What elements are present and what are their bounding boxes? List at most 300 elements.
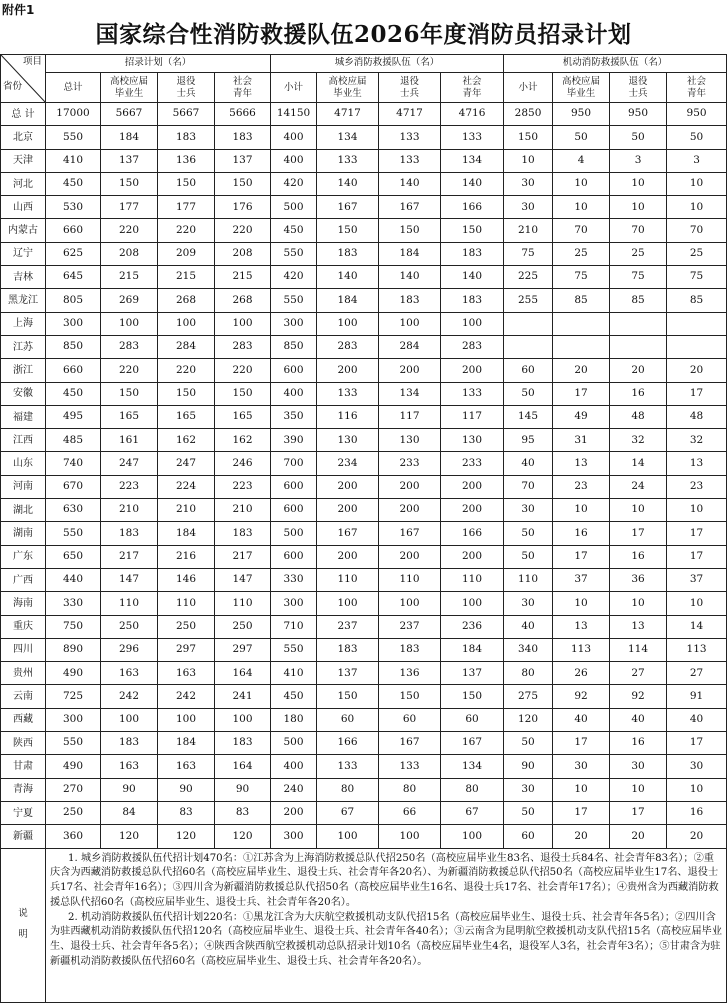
value-cell: 145 [504, 405, 553, 428]
value-cell: 20 [610, 825, 667, 848]
value-cell: 100 [441, 592, 504, 615]
value-cell: 645 [46, 266, 101, 289]
value-cell: 183 [101, 732, 158, 755]
page-title: 国家综合性消防救援队伍2026年度消防员招录计划 [95, 21, 632, 48]
value-cell: 296 [101, 638, 158, 661]
table-row [1, 732, 727, 755]
value-cell: 485 [46, 429, 101, 452]
value-cell: 114 [610, 638, 667, 661]
value-cell: 117 [441, 405, 504, 428]
value-cell: 183 [215, 522, 271, 545]
value-cell: 140 [441, 172, 504, 195]
province-cell: 广东 [1, 545, 46, 568]
value-cell: 420 [271, 172, 317, 195]
value-cell: 300 [46, 708, 101, 731]
value-cell: 490 [46, 662, 101, 685]
value-cell: 30 [504, 778, 553, 801]
value-cell: 150 [379, 685, 441, 708]
value-cell: 270 [46, 778, 101, 801]
value-cell: 300 [271, 592, 317, 615]
table-row [1, 755, 727, 778]
value-cell: 183 [317, 242, 379, 265]
value-cell: 284 [379, 335, 441, 358]
table-row [1, 242, 727, 265]
value-cell: 3 [667, 149, 727, 172]
value-cell: 134 [317, 126, 379, 149]
value-cell: 400 [271, 126, 317, 149]
value-cell: 500 [271, 732, 317, 755]
value-cell: 300 [271, 825, 317, 848]
value-cell: 91 [667, 685, 727, 708]
value-cell: 284 [158, 335, 215, 358]
value-cell: 660 [46, 219, 101, 242]
value-cell: 200 [441, 359, 504, 382]
table-row [1, 499, 727, 522]
value-cell [504, 335, 553, 358]
header-group-urban-rural: 城乡消防救援队伍（名） [271, 55, 504, 73]
value-cell: 164 [215, 662, 271, 685]
table-row [1, 266, 727, 289]
value-cell: 30 [504, 196, 553, 219]
value-cell: 223 [215, 475, 271, 498]
value-cell: 220 [215, 359, 271, 382]
value-cell: 550 [46, 126, 101, 149]
value-cell: 23 [553, 475, 610, 498]
value-cell: 147 [101, 568, 158, 591]
value-cell: 550 [46, 732, 101, 755]
value-cell: 220 [215, 219, 271, 242]
value-cell: 10 [553, 499, 610, 522]
province-cell: 山东 [1, 452, 46, 475]
value-cell: 165 [215, 405, 271, 428]
value-cell: 600 [271, 359, 317, 382]
value-cell: 50 [504, 522, 553, 545]
value-cell: 150 [101, 172, 158, 195]
value-cell: 450 [46, 382, 101, 405]
value-cell: 200 [317, 475, 379, 498]
value-cell: 10 [667, 592, 727, 615]
value-cell: 90 [101, 778, 158, 801]
value-cell: 110 [158, 592, 215, 615]
value-cell: 177 [158, 196, 215, 219]
value-cell: 85 [667, 289, 727, 312]
value-cell: 14 [667, 615, 727, 638]
value-cell: 210 [504, 219, 553, 242]
table-row [1, 452, 727, 475]
value-cell: 31 [553, 429, 610, 452]
value-cell: 25 [667, 242, 727, 265]
value-cell: 30 [667, 755, 727, 778]
value-cell: 165 [158, 405, 215, 428]
value-cell: 237 [379, 615, 441, 638]
value-cell: 10 [610, 778, 667, 801]
value-cell: 17 [553, 545, 610, 568]
value-cell: 180 [271, 708, 317, 731]
value-cell: 50 [504, 732, 553, 755]
value-cell: 16 [610, 545, 667, 568]
value-cell: 100 [101, 708, 158, 731]
value-cell: 133 [441, 126, 504, 149]
value-cell: 164 [215, 755, 271, 778]
value-cell [610, 335, 667, 358]
value-cell: 110 [441, 568, 504, 591]
province-cell: 贵州 [1, 662, 46, 685]
value-cell: 133 [379, 755, 441, 778]
value-cell: 150 [158, 382, 215, 405]
value-cell: 650 [46, 545, 101, 568]
province-cell: 山西 [1, 196, 46, 219]
value-cell: 500 [271, 196, 317, 219]
province-cell: 四川 [1, 638, 46, 661]
value-cell: 330 [271, 568, 317, 591]
value-cell: 17 [667, 545, 727, 568]
province-cell: 上海 [1, 312, 46, 335]
value-cell: 26 [553, 662, 610, 685]
value-cell: 183 [441, 242, 504, 265]
value-cell: 246 [215, 452, 271, 475]
value-cell: 268 [215, 289, 271, 312]
table-row [1, 405, 727, 428]
value-cell: 10 [504, 149, 553, 172]
value-cell: 625 [46, 242, 101, 265]
value-cell: 70 [610, 219, 667, 242]
value-cell: 150 [379, 219, 441, 242]
value-cell: 330 [46, 592, 101, 615]
value-cell: 100 [441, 825, 504, 848]
value-cell: 4717 [379, 103, 441, 126]
table-row [1, 662, 727, 685]
value-cell: 176 [215, 196, 271, 219]
value-cell: 16 [667, 801, 727, 824]
value-cell: 50 [667, 126, 727, 149]
value-cell: 25 [553, 242, 610, 265]
table-row [1, 475, 727, 498]
province-cell: 河北 [1, 172, 46, 195]
value-cell: 70 [553, 219, 610, 242]
value-cell: 16 [553, 522, 610, 545]
value-cell: 165 [101, 405, 158, 428]
value-cell: 200 [317, 359, 379, 382]
value-cell: 167 [317, 522, 379, 545]
value-cell: 247 [101, 452, 158, 475]
value-cell: 100 [317, 825, 379, 848]
value-cell: 10 [610, 592, 667, 615]
value-cell: 32 [667, 429, 727, 452]
value-cell: 950 [610, 103, 667, 126]
value-cell: 27 [667, 662, 727, 685]
value-cell: 805 [46, 289, 101, 312]
value-cell: 500 [271, 522, 317, 545]
value-cell: 16 [610, 732, 667, 755]
value-cell: 4716 [441, 103, 504, 126]
value-cell: 200 [379, 359, 441, 382]
value-cell: 440 [46, 568, 101, 591]
attachment-label: 附件1 [2, 3, 35, 17]
value-cell: 200 [317, 545, 379, 568]
header-group-mobile: 机动消防救援队伍（名） [504, 55, 727, 73]
value-cell: 162 [158, 429, 215, 452]
value-cell: 130 [379, 429, 441, 452]
table-row [1, 615, 727, 638]
notes-row [1, 848, 727, 1002]
value-cell: 250 [101, 615, 158, 638]
value-cell: 167 [441, 732, 504, 755]
province-cell: 西藏 [1, 708, 46, 731]
value-cell: 183 [101, 522, 158, 545]
value-cell: 10 [667, 172, 727, 195]
province-cell: 福建 [1, 405, 46, 428]
value-cell: 850 [271, 335, 317, 358]
value-cell: 950 [667, 103, 727, 126]
value-cell: 3 [610, 149, 667, 172]
value-cell: 130 [441, 429, 504, 452]
value-cell: 400 [271, 382, 317, 405]
value-cell: 92 [553, 685, 610, 708]
value-cell: 162 [215, 429, 271, 452]
value-cell: 224 [158, 475, 215, 498]
value-cell: 890 [46, 638, 101, 661]
value-cell: 210 [215, 499, 271, 522]
value-cell: 110 [317, 568, 379, 591]
value-cell: 10 [553, 592, 610, 615]
value-cell: 95 [504, 429, 553, 452]
value-cell: 17 [667, 522, 727, 545]
value-cell: 100 [215, 708, 271, 731]
header-plan-veterans: 退役 士兵 [158, 73, 215, 103]
value-cell: 283 [101, 335, 158, 358]
value-cell: 220 [101, 219, 158, 242]
header-urban-graduates: 高校应届 毕业生 [317, 73, 379, 103]
header-row-groups [1, 55, 727, 73]
value-cell: 166 [441, 522, 504, 545]
value-cell: 225 [504, 266, 553, 289]
value-cell: 350 [271, 405, 317, 428]
province-cell: 海南 [1, 592, 46, 615]
value-cell: 630 [46, 499, 101, 522]
province-cell: 浙江 [1, 359, 46, 382]
value-cell: 167 [379, 196, 441, 219]
value-cell: 50 [504, 801, 553, 824]
value-cell: 48 [667, 405, 727, 428]
value-cell: 136 [379, 662, 441, 685]
value-cell: 60 [504, 359, 553, 382]
value-cell: 20 [610, 359, 667, 382]
header-group-plan: 招录计划（名） [46, 55, 271, 73]
value-cell: 14 [610, 452, 667, 475]
value-cell: 147 [215, 568, 271, 591]
value-cell: 184 [317, 289, 379, 312]
value-cell: 75 [553, 266, 610, 289]
value-cell: 140 [441, 266, 504, 289]
value-cell: 100 [158, 312, 215, 335]
value-cell: 241 [215, 685, 271, 708]
value-cell: 133 [441, 382, 504, 405]
value-cell: 217 [215, 545, 271, 568]
value-cell: 184 [441, 638, 504, 661]
value-cell: 92 [610, 685, 667, 708]
header-row-subcolumns [1, 73, 727, 103]
table-row [1, 149, 727, 172]
value-cell: 495 [46, 405, 101, 428]
province-cell: 江苏 [1, 335, 46, 358]
value-cell: 133 [317, 755, 379, 778]
value-cell: 116 [317, 405, 379, 428]
note-mobile: 2. 机动消防救援队伍代招计划220名：①黑龙江含为大庆航空救援机动支队代招15名（高校应届毕业生、退役士兵、社会青年各5名）；②四川含为驻西藏机动消防救援队伍代招120名（高校应届毕业生、退役士兵、社会青年各40名）；③云南含为昆明航空救援机动支队代招15名（高校应届毕业生、退役士兵、社会青年各5名）；④陕西含陕西航空救援机动总队招录计划10名（高校应届毕业生4名，退役军人3名，社会青年3名）；⑤甘肃含为驻新疆机动消防救援队伍代招60名（高校应届毕业生、退役士兵、社会青年各20名）。 [50, 911, 722, 967]
value-cell: 200 [271, 801, 317, 824]
province-cell: 黑龙江 [1, 289, 46, 312]
value-cell: 163 [101, 755, 158, 778]
value-cell: 24 [610, 475, 667, 498]
value-cell: 30 [504, 592, 553, 615]
value-cell: 750 [46, 615, 101, 638]
value-cell: 117 [379, 405, 441, 428]
header-plan-youth: 社会 青年 [215, 73, 271, 103]
header-mobile-graduates: 高校应届 毕业生 [553, 73, 610, 103]
value-cell: 17 [610, 522, 667, 545]
value-cell: 200 [379, 475, 441, 498]
value-cell: 700 [271, 452, 317, 475]
value-cell: 167 [379, 522, 441, 545]
value-cell: 268 [158, 289, 215, 312]
value-cell: 550 [271, 638, 317, 661]
value-cell: 177 [101, 196, 158, 219]
value-cell: 200 [441, 545, 504, 568]
notes-label: 说 明 [1, 848, 46, 1002]
value-cell: 400 [271, 149, 317, 172]
value-cell: 36 [610, 568, 667, 591]
value-cell: 208 [215, 242, 271, 265]
value-cell: 100 [379, 592, 441, 615]
value-cell: 166 [317, 732, 379, 755]
value-cell: 233 [379, 452, 441, 475]
value-cell: 242 [158, 685, 215, 708]
province-cell: 宁夏 [1, 801, 46, 824]
value-cell: 450 [46, 172, 101, 195]
value-cell: 420 [271, 266, 317, 289]
value-cell: 10 [667, 778, 727, 801]
value-cell: 163 [101, 662, 158, 685]
value-cell: 113 [553, 638, 610, 661]
value-cell: 184 [158, 732, 215, 755]
value-cell: 4717 [317, 103, 379, 126]
value-cell: 283 [317, 335, 379, 358]
value-cell: 17000 [46, 103, 101, 126]
value-cell: 70 [504, 475, 553, 498]
value-cell: 247 [158, 452, 215, 475]
value-cell: 85 [553, 289, 610, 312]
province-cell: 陕西 [1, 732, 46, 755]
value-cell: 136 [158, 149, 215, 172]
value-cell: 300 [46, 312, 101, 335]
value-cell: 60 [379, 708, 441, 731]
table-row [1, 638, 727, 661]
value-cell: 220 [158, 219, 215, 242]
value-cell: 530 [46, 196, 101, 219]
province-cell: 新疆 [1, 825, 46, 848]
value-cell: 137 [441, 662, 504, 685]
value-cell: 600 [271, 475, 317, 498]
value-cell: 240 [271, 778, 317, 801]
value-cell: 660 [46, 359, 101, 382]
table-row [1, 568, 727, 591]
value-cell: 200 [379, 499, 441, 522]
value-cell: 163 [158, 662, 215, 685]
value-cell: 100 [215, 312, 271, 335]
province-cell: 北京 [1, 126, 46, 149]
value-cell: 17 [610, 801, 667, 824]
value-cell: 670 [46, 475, 101, 498]
header-urban-youth: 社会 青年 [441, 73, 504, 103]
value-cell: 20 [553, 825, 610, 848]
value-cell: 100 [101, 312, 158, 335]
value-cell: 48 [610, 405, 667, 428]
value-cell: 275 [504, 685, 553, 708]
header-mobile-veterans: 退役 士兵 [610, 73, 667, 103]
value-cell: 215 [101, 266, 158, 289]
value-cell: 90 [504, 755, 553, 778]
table-row [1, 778, 727, 801]
value-cell: 137 [317, 662, 379, 685]
value-cell: 110 [101, 592, 158, 615]
value-cell: 161 [101, 429, 158, 452]
value-cell: 120 [504, 708, 553, 731]
value-cell: 150 [317, 685, 379, 708]
value-cell: 234 [317, 452, 379, 475]
value-cell: 140 [317, 172, 379, 195]
value-cell: 50 [504, 382, 553, 405]
header-corner-cell [1, 55, 46, 103]
table-row [1, 359, 727, 382]
value-cell: 5666 [215, 103, 271, 126]
value-cell: 83 [215, 801, 271, 824]
value-cell: 450 [271, 219, 317, 242]
value-cell: 163 [158, 755, 215, 778]
value-cell: 208 [101, 242, 158, 265]
value-cell: 400 [271, 755, 317, 778]
value-cell: 10 [553, 172, 610, 195]
province-cell: 广西 [1, 568, 46, 591]
value-cell [504, 312, 553, 335]
value-cell: 17 [667, 382, 727, 405]
value-cell [667, 335, 727, 358]
province-cell: 云南 [1, 685, 46, 708]
table-row [1, 825, 727, 848]
table-row [1, 335, 727, 358]
table-row [1, 592, 727, 615]
value-cell: 134 [379, 382, 441, 405]
province-cell: 湖南 [1, 522, 46, 545]
value-cell: 66 [379, 801, 441, 824]
value-cell: 67 [317, 801, 379, 824]
value-cell: 67 [441, 801, 504, 824]
value-cell: 40 [504, 615, 553, 638]
province-cell: 吉林 [1, 266, 46, 289]
value-cell: 242 [101, 685, 158, 708]
value-cell: 740 [46, 452, 101, 475]
value-cell: 250 [158, 615, 215, 638]
province-cell: 江西 [1, 429, 46, 452]
value-cell: 220 [101, 359, 158, 382]
value-cell: 210 [158, 499, 215, 522]
value-cell: 410 [271, 662, 317, 685]
value-cell: 40 [504, 452, 553, 475]
header-mobile-youth: 社会 青年 [667, 73, 727, 103]
value-cell: 80 [317, 778, 379, 801]
value-cell: 90 [158, 778, 215, 801]
value-cell: 100 [158, 708, 215, 731]
value-cell: 30 [610, 755, 667, 778]
value-cell: 110 [379, 568, 441, 591]
